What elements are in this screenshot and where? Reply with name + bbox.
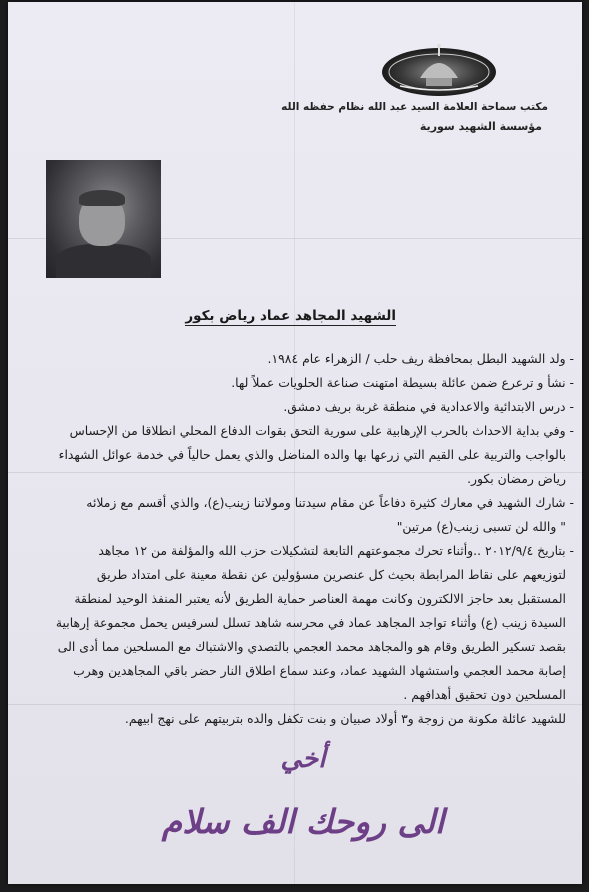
biography-line: - وفي بداية الاحداث بالحرب الإرهابية على سورية التحق بقوات الدفاع المحلي انطلاقا من الإحساس <box>42 419 574 443</box>
biography-line: السيدة زينب (ع) وأثناء تواجد المجاهد عماد في محرسه شاهد تسلل لسرفيس يحمل مجموعة إرهابية <box>55 615 566 630</box>
foundation-logo-icon <box>380 42 498 98</box>
biography-line: - بتاريخ ٢٠١٢/٩/٤ ..وأثناء تحرك مجموعتهم التابعة لتشكيلات حزب الله والمؤلفة من ١٢ مجاهد <box>42 539 574 563</box>
biography-line: - درس الابتدائية والاعدادية في منطقة غربة بريف دمشق. <box>42 395 574 419</box>
martyr-photo <box>46 160 161 278</box>
document-paper <box>8 2 582 884</box>
biography-line: بقصد تسكير الطريق وقام هو والمجاهد محمد العجمي بالتصدي والاشتباك مع المسلحين مما أدى الى <box>57 639 566 654</box>
biography-line: لتوزيعهم على نقاط المرابطة بحيث كل عنصرين مسؤولين عن نقطة معينة على امتداد طريق <box>96 567 566 582</box>
biography-text <box>42 347 574 731</box>
biography-line: بالواجب والتربية على القيم التي زرعها بها والده المناضل والذي يعمل حالياً في خدمة عوائل الشهداء <box>58 447 566 462</box>
biography-line: - نشأ و ترعرع ضمن عائلة بسيطة امتهنت صناعة الحلويات عملاً لها. <box>42 371 574 395</box>
biography-line: المسلحين دون تحقيق أهدافهم . <box>403 687 566 702</box>
office-line: مكتب سماحة العلامة السيد عبد الله نظام حفظه الله <box>281 101 548 113</box>
biography-line: رياض رمضان بكور. <box>467 471 566 486</box>
handwritten-closing-line-1: أخي <box>280 744 326 774</box>
handwritten-closing-line-2: الى روحك الف سلام <box>161 802 445 841</box>
biography-line: - ولد الشهيد البطل بمحافظة ريف حلب / الزهراء عام ١٩٨٤. <box>42 347 574 371</box>
document-title: الشهيد المجاهد عماد رياض بكور <box>185 308 396 324</box>
biography-line: " والله لن تسبى زينب(ع) مرتين" <box>396 519 566 534</box>
biography-line: إصابة محمد العجمي واستشهاد الشهيد عماد، وعند سماع اطلاق النار حضر باقي المجاهدين وهرب <box>73 663 566 678</box>
biography-line: المستقبل بعد حاجز الالكترون وكانت مهمة العناصر حماية الطريق لأنه يعتبر المنفذ الوحيد لمنطقة <box>74 591 566 606</box>
biography-line: - شارك الشهيد في معارك كثيرة دفاعاً عن مقام سيدتنا ومولاتنا زينب(ع)، والذي أقسم مع زملائه <box>42 491 574 515</box>
foundation-line: مؤسسة الشهيد سورية <box>419 120 542 133</box>
biography-line: للشهيد عائلة مكونة من زوجة و٣ أولاد صبيان و بنت تكفل والده بتربيتهم على نهج ابيهم. <box>124 711 566 726</box>
